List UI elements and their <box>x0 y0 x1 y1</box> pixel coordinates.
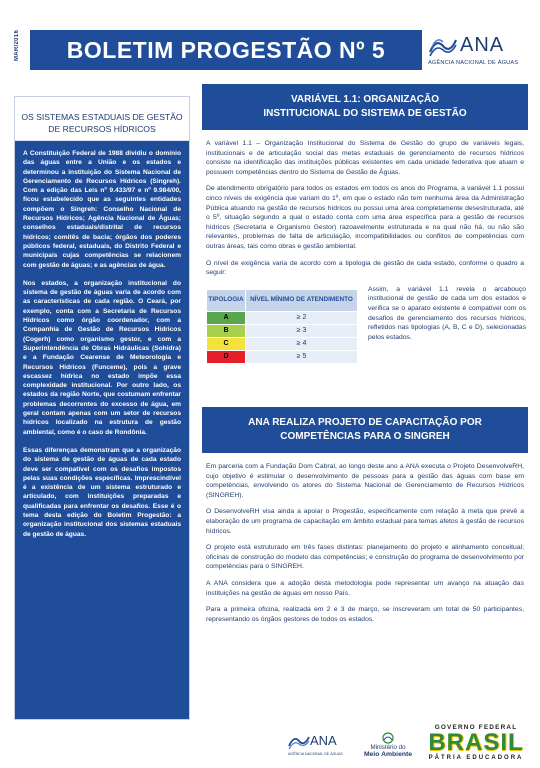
section-desenvolverh <box>202 407 528 631</box>
ministry-emblem-icon <box>381 732 395 744</box>
section-variavel-1-1 <box>202 84 528 379</box>
nivel-cell: ≥ 2 <box>246 311 358 324</box>
title-banner <box>30 30 422 70</box>
ana-logo <box>426 32 528 72</box>
tipologia-cell: C <box>207 337 246 350</box>
sidebar-body <box>15 141 189 719</box>
tipologia-table <box>206 289 358 364</box>
issue-date: MAR/2016 <box>14 29 20 61</box>
table-header-nivel: NÍVEL MÍNIMO DE ATENDIMENTO <box>246 289 358 311</box>
tipologia-cell: A <box>207 311 246 324</box>
table-row <box>207 311 358 324</box>
ministry-line2: Meio Ambiente <box>363 751 413 758</box>
nivel-cell: ≥ 4 <box>246 337 358 350</box>
section-heading <box>202 84 528 130</box>
footer <box>0 720 540 768</box>
section-paragraph: Em parceria com a Fundação Dom Cabral, ao longo deste ano a ANA executa o Projeto DesenvolveRH, cujo objetivo é estimular o desenvolvimento de pessoas para a gestão das águas com base em competências, envolvendo os atores do Sistema Nacional de Gerenciamento de Recursos Hídricos (SINGREH). <box>206 463 524 499</box>
ministry-logo <box>360 732 416 762</box>
nivel-cell: ≥ 3 <box>246 324 358 337</box>
header <box>14 12 526 76</box>
brasil-wordmark: BRASIL <box>428 729 524 756</box>
patria-line: PÁTRIA EDUCADORA <box>428 755 524 761</box>
left-sidebar <box>14 96 190 720</box>
footer-ana-subtitle: AGÊNCIA NACIONAL DE ÁGUAS <box>288 752 343 756</box>
footer-ana-logo <box>288 732 350 762</box>
gov-line: GOVERNO FEDERAL <box>434 724 518 731</box>
table-header-tipologia: TIPOLOGIA <box>207 289 246 311</box>
nivel-cell: ≥ 5 <box>246 350 358 363</box>
table-row <box>207 350 358 363</box>
tipologia-cell: D <box>207 350 246 363</box>
table-row <box>207 324 358 337</box>
section-paragraph: O nível de exigência varia de acordo com a tipologia de gestão de cada estado, conforme o quadro a seguir: <box>206 259 524 277</box>
section-heading-line: ANA REALIZA PROJETO DE CAPACITAÇÃO POR <box>248 417 482 428</box>
section-heading-line: COMPETÊNCIAS PARA O SINGREH <box>280 431 450 442</box>
sidebar-paragraph: Essas diferenças demonstram que a organização do sistema de gestão de águas de cada estado deve ser compatível com os desafios impostos pelas suas condições específicas. Imprescindível é a existência de um sistema estruturado e articulado, com instituições preparadas e qualificadas para enfrentar os desafios. Esse é o tema desta edição do Boletim Progestão: a organização institucional dos sistemas estaduais de gestão de águas. <box>23 446 181 538</box>
ministry-line1: Ministério do <box>370 744 406 751</box>
table-note: Assim, a variável 1.1 revela o arcabouço institucional de gestão de cada um dos estados e verifica se o aparato existente é compatível com os desafios de gerenciamento dos recursos hídricos, refletidos nas tipologias (A, B, C e D), selecionadas pelos estados. <box>368 285 526 341</box>
sidebar-paragraph: A Constituição Federal de 1988 dividiu o domínio das águas entre a União e os estados e determinou a instituição do Sistema Nacional de Gerenciamento de Recursos Hídricos (Singreh). Com a edição das Leis nº 9.433/97 e nº 9.984/00, ficou estabelecido que as seguintes entidades compõem o Singreh: Conselho Nacional de Recursos Hídricos; Agência Nacional de Águas; conselhos estaduais/distrital de recursos hídricos; comitês de bacia; órgãos dos poderes públicos federal, estaduais, do Distrito Federal e municipais cujas competências se relacionem com gestão de águas; e as agências de água. <box>23 150 181 269</box>
section-heading-line: VARIÁVEL 1.1: ORGANIZAÇÃO <box>291 94 439 105</box>
ana-logo-subtitle: AGÊNCIA NACIONAL DE ÁGUAS <box>428 60 519 66</box>
ana-wave-icon <box>288 732 310 750</box>
ana-wave-icon <box>428 34 458 58</box>
section-heading <box>202 407 528 453</box>
footer-ana-word: ANA <box>310 733 337 748</box>
table-row <box>207 337 358 350</box>
section-paragraph: De atendimento obrigatório para todos os estados em todos os anos do Programa, a variável 1.1 possui cinco níveis de exigência que variam do 1º, em que o estado não tem nenhuma área da Administração Pública atuando na gestão de recursos hídricos ou possui uma área completamente desestruturada, até o 5º, situação segundo a qual o estado conta com uma área específica para a gestão de recursos hídricos (Secretaria e Organismo Gestor) razoavelmente estruturada e na qual não há, ou não são relevantes, problemas de falta de articulação, incompatibilidades ou conflitos de competências com outras áreas, tais como obras e gestão ambiental. <box>206 185 524 250</box>
governo-federal-logo <box>422 724 530 766</box>
section-paragraph: O DesenvolveRH visa ainda a apoiar o Progestão, especificamente com relação à meta que prevê a elaboração de um programa de capacitação em âmbito estadual para temas afetos à gestão de recursos hídricos. <box>206 508 524 535</box>
tipologia-table-area <box>206 285 524 379</box>
ana-logo-word: ANA <box>460 34 505 56</box>
sidebar-heading: OS SISTEMAS ESTADUAIS DE GESTÃO DE RECURSOS HÍDRICOS <box>15 97 189 141</box>
section-paragraph: Para a primeira oficina, realizada em 2 e 3 de março, se inscreveram um total de 50 participantes, representando os órgãos gestores de todos os estados. <box>206 606 524 623</box>
section-paragraph: A variável 1.1 – Organização Institucional do Sistema de Gestão do grupo de variáveis legais, institucionais e de articulação social das metas estaduais de gerenciamento de recursos hídricos consiste na identificação das instituições públicas existentes em cada unidade federativa que atuam e possuem competências dentro do Sistema de Gestão de Águas. <box>206 140 524 176</box>
section-paragraph: O projeto está estruturado em três fases distintas: planejamento do projeto e alinhamento conceitual; oficinas de construção do modelo das competências; e construção do programa de desenvolvimento por competências para o SINGREH. <box>206 544 524 571</box>
section-heading-line: INSTITUCIONAL DO SISTEMA DE GESTÃO <box>263 108 467 119</box>
sidebar-paragraph: Nos estados, a organização institucional do sistema de gestão de águas varia de acordo com as características de cada região. O Ceará, por exemplo, conta com a Secretaria de Recursos Hídricos como órgão coordenador, com a Companhia de Gestão de Recursos Hídricos (Cogerh) como organismo gestor, e com a Superintendência de Obras Hidráulicas (Sohidra) e a Fundação Cearense de Meteorologia e Recursos Hídricos (Funceme), pois a grave escassez hídrica no estado impõe essa complexidade institucional. Por outro lado, os estados da região Norte, que costumam enfrentar problemas decorrentes do excesso de água, em geral contam apenas com um setor de recursos hídricos localizado na estrutura de gestão ambiental, como é o caso de Rondônia. <box>23 279 181 436</box>
tipologia-cell: B <box>207 324 246 337</box>
page-title: BOLETIM PROGESTÃO Nº 5 <box>66 36 386 63</box>
section-paragraph: A ANA considera que a adoção desta metodologia pode representar um avanço na atuação das instituições na gestão de águas em nosso País. <box>206 579 524 597</box>
